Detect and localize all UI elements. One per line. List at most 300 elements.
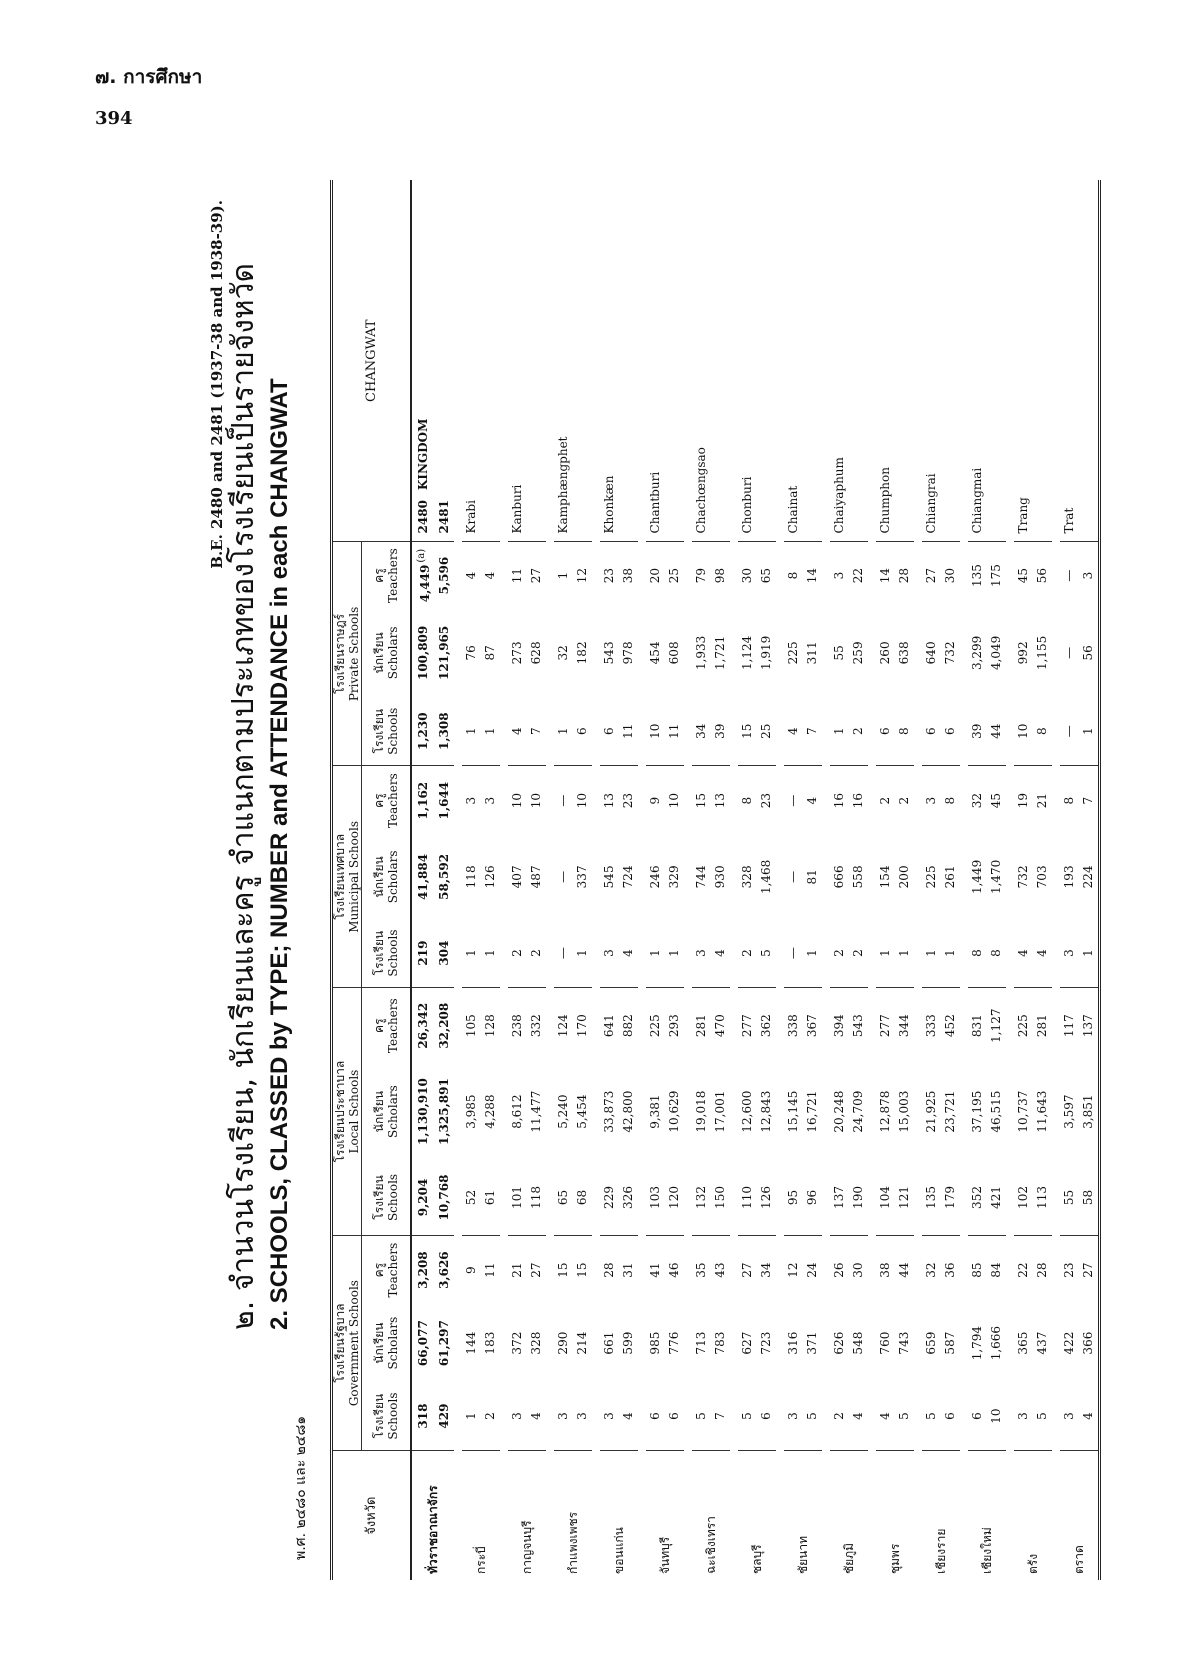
cell-value: 183 [483, 1331, 497, 1355]
cell-value: 15,003 [897, 1090, 911, 1133]
cell-value: 10,737 [1016, 1090, 1030, 1133]
cell-value: 638 [897, 641, 911, 665]
cell-value: 19,018 [694, 1090, 708, 1133]
cell-value: 10 [510, 793, 524, 809]
cell-value: 332 [529, 1014, 543, 1038]
cell-value: 12,843 [759, 1090, 773, 1133]
cell-value: 992 [1016, 641, 1030, 665]
cell-value: 744 [694, 865, 708, 889]
cell-value: 100,809 [416, 625, 430, 681]
cell-value: 1 [462, 919, 481, 988]
cell-value: 39 [968, 697, 987, 766]
row-spacer [960, 180, 968, 1580]
cell-value: 81 [805, 869, 819, 885]
cell-value: 1,308 [435, 697, 454, 766]
row-year: 2481 [437, 500, 451, 534]
row-name-en: Trang [1014, 180, 1033, 542]
cell-value: 7 [803, 697, 822, 766]
cell-value: 1 [830, 697, 849, 766]
table-row [646, 180, 665, 1580]
cell-value: 1,721 [713, 635, 727, 671]
cell-value: 328 [740, 865, 754, 889]
cell-value: 84 [989, 1262, 1003, 1278]
table-row [665, 180, 684, 1580]
cell-value: 28 [1035, 1262, 1049, 1278]
cell-value: 44 [897, 1262, 911, 1278]
table-row [600, 180, 619, 1580]
subheader-private-teachers: ครู Teachers [362, 542, 412, 609]
cell-value: 407 [510, 865, 524, 889]
cell-value: 362 [759, 1014, 773, 1038]
spacer-cell [730, 180, 738, 1580]
row-name-thai: จันทบุรี [657, 1536, 672, 1574]
cell-value: 930 [713, 865, 727, 889]
cell-value: 4,049 [989, 635, 1003, 671]
cell-value: 1 [1079, 919, 1100, 988]
cell-value: 776 [667, 1331, 681, 1355]
cell-value: 4 [1014, 919, 1033, 988]
row-name-thai: ตรัง [1025, 1553, 1040, 1574]
cell-value: 333 [924, 1014, 938, 1038]
cell-value: 8 [943, 796, 957, 805]
cell-value: 2 [738, 919, 757, 988]
cell-value: — [1062, 646, 1076, 659]
cell-value: 12 [786, 1262, 800, 1278]
cell-value: 3 [600, 1382, 619, 1451]
row-name-en [665, 180, 684, 542]
cell-value: 3 [600, 919, 619, 988]
cell-value: 45 [1016, 567, 1030, 584]
cell-value: 38 [621, 567, 635, 584]
cell-value: 27 [924, 567, 938, 584]
cell-value: 1 [573, 919, 592, 988]
cell-value: 32 [970, 793, 984, 809]
cell-value: 95 [784, 1160, 803, 1235]
row-name-thai: ชุมพร [887, 1543, 902, 1574]
cell-value: 4 [849, 1382, 868, 1451]
row-name-en [1033, 180, 1052, 542]
cell-value: 429 [435, 1382, 454, 1451]
table-row [738, 180, 757, 1580]
cell-value: 8 [786, 571, 800, 580]
cell-value: 4 [464, 571, 478, 580]
cell-value: 103 [646, 1160, 665, 1235]
cell-value: 6 [646, 1382, 665, 1451]
cell-value: 23 [759, 793, 773, 809]
cell-value: 1,933 [694, 635, 708, 671]
cell-value: 304 [435, 919, 454, 988]
cell-value: 11 [483, 1262, 497, 1278]
cell-value: 659 [924, 1331, 938, 1355]
cell-value: 66,077 [416, 1320, 430, 1367]
cell-value: 170 [575, 1014, 589, 1038]
row-name-en [895, 180, 914, 542]
row-spacer [822, 180, 830, 1580]
row-name-en [849, 180, 868, 542]
row-name-en [481, 180, 500, 542]
row-spacer [592, 180, 600, 1580]
cell-value: 337 [575, 865, 589, 889]
cell-value: 33,873 [602, 1090, 616, 1133]
cell-value: 422 [1062, 1331, 1076, 1355]
table-row [619, 180, 638, 1580]
cell-value: 1 [876, 919, 895, 988]
cell-value: 137 [1081, 1014, 1095, 1038]
row-name-en [573, 180, 592, 542]
table-row [411, 180, 435, 1580]
table-row [573, 180, 592, 1580]
cell-value: — [556, 870, 570, 883]
cell-value: 311 [805, 641, 819, 665]
cell-value: 1,124 [740, 635, 754, 671]
cell-value: — [786, 870, 800, 883]
row-name-thai: ขอนแก่น [611, 1527, 626, 1574]
cell-value: 14 [805, 567, 819, 584]
table-row [987, 180, 1006, 1580]
cell-value: 246 [648, 865, 662, 889]
cell-value: 326 [619, 1160, 638, 1235]
cell-value: 24 [805, 1262, 819, 1278]
cell-value: 10 [667, 793, 681, 809]
cell-value: 56 [1035, 567, 1049, 584]
spacer-cell [822, 180, 830, 1580]
row-spacer [776, 180, 784, 1580]
cell-value: 27 [740, 1262, 754, 1278]
cell-value: 978 [621, 641, 635, 665]
row-name-en: Chainat [784, 180, 803, 542]
cell-value: 23 [1062, 1262, 1076, 1278]
cell-value: 4 [805, 796, 819, 805]
cell-value: 2 [897, 796, 911, 805]
cell-value: 26,342 [416, 1002, 430, 1049]
cell-value: 118 [527, 1160, 546, 1235]
cell-value: 4 [527, 1382, 546, 1451]
cell-value: 5 [895, 1382, 914, 1451]
cell-value: 126 [483, 865, 497, 889]
cell-value: 30 [943, 567, 957, 584]
cell-value: 35 [694, 1262, 708, 1278]
row-name-en: Chiangmai [968, 180, 987, 542]
cell-value: 260 [878, 641, 892, 665]
row-name-en: Chonburi [738, 180, 757, 542]
cell-value: 367 [805, 1014, 819, 1038]
cell-value: 12,600 [740, 1090, 754, 1133]
cell-value: 225 [648, 1014, 662, 1038]
row-spacer [454, 180, 462, 1580]
note-marker: (a) [416, 548, 427, 563]
cell-value: 558 [851, 865, 865, 889]
cell-value: 102 [1014, 1160, 1033, 1235]
cell-value: 87 [483, 645, 497, 661]
cell-value: 9 [648, 796, 662, 805]
cell-value: 4 [876, 1382, 895, 1451]
cell-value: 487 [529, 865, 543, 889]
cell-value: 4,449$^{(a)}$ [416, 548, 432, 603]
table-row [784, 180, 803, 1580]
cell-value: 101 [508, 1160, 527, 1235]
cell-value: 56 [1081, 645, 1095, 661]
cell-value: 219 [411, 919, 435, 988]
cell-value: 6 [876, 697, 895, 766]
spacer-cell [638, 180, 646, 1580]
cell-value: — [556, 794, 570, 807]
table-row [1014, 180, 1033, 1580]
cell-value: 36 [943, 1262, 957, 1278]
row-spacer [730, 180, 738, 1580]
cell-value: 6 [941, 1382, 960, 1451]
cell-value: 21 [510, 1262, 524, 1278]
cell-value: 316 [786, 1331, 800, 1355]
period-thai: พ.ศ. ๒๔๘๐ และ ๒๔๘๑ [293, 1415, 309, 1560]
cell-value: 126 [757, 1160, 776, 1235]
row-name-en: Chantburi [646, 180, 665, 542]
table-title-thai: ๒. จำนวนโรงเรียน, นักเรียนและครู จำแนกตามประเภทของโรงเรียนเป็นรายจังหวัด [226, 263, 261, 1330]
cell-value: 46 [667, 1262, 681, 1278]
spacer-cell [914, 180, 922, 1580]
cell-value: 1,470 [989, 859, 1003, 895]
row-name-en [803, 180, 822, 542]
cell-value: 3 [508, 1382, 527, 1451]
cell-value: 6 [757, 1382, 776, 1451]
row-name-thai: เชียงใหม่ [979, 1527, 994, 1574]
cell-value: 34 [759, 1262, 773, 1278]
cell-value: 259 [851, 641, 865, 665]
cell-value: 9 [464, 1266, 478, 1274]
cell-value: 135 [922, 1160, 941, 1235]
cell-value: 6 [600, 697, 619, 766]
cell-value: 15,145 [786, 1090, 800, 1133]
cell-value: 9,381 [648, 1094, 662, 1129]
cell-value: 703 [1035, 865, 1049, 889]
cell-value: 23 [602, 567, 616, 584]
cell-value: 15 [694, 793, 708, 809]
row-name-thai: ตราด [1071, 1545, 1086, 1574]
cell-value: 76 [464, 645, 478, 661]
cell-value: 3 [464, 796, 478, 805]
cell-value: 65 [554, 1160, 573, 1235]
table-row [481, 180, 500, 1580]
table-row [1079, 180, 1100, 1580]
cell-value: 118 [464, 865, 478, 889]
cell-value: 4 [619, 1382, 638, 1451]
subheader-private-schools: โรงเรียน Schools [362, 697, 412, 766]
cell-value: 43 [713, 1262, 727, 1278]
cell-value: 37,195 [970, 1090, 984, 1133]
cell-value: 79 [694, 567, 708, 584]
cell-value: 3 [924, 796, 938, 805]
row-year: 2480 [416, 500, 430, 534]
cell-value: 7 [1081, 796, 1095, 805]
cell-value: 5,454 [575, 1094, 589, 1129]
row-name-en [619, 180, 638, 542]
cell-value: 85 [970, 1262, 984, 1278]
cell-value: 238 [510, 1014, 524, 1038]
cell-value: 105 [464, 1014, 478, 1038]
cell-value: 229 [600, 1160, 619, 1235]
cell-value: 11 [510, 567, 524, 584]
cell-value: 1 [646, 919, 665, 988]
cell-value: 10 [646, 697, 665, 766]
cell-value: 1 [556, 571, 570, 580]
spacer-cell [868, 180, 876, 1580]
row-name-en: Kamphængphet [554, 180, 573, 542]
cell-value: 2 [849, 919, 868, 988]
cell-value: 338 [786, 1014, 800, 1038]
row-spacer [1006, 180, 1014, 1580]
table-row [554, 180, 573, 1580]
cell-value: 273 [510, 641, 524, 665]
cell-value: 352 [968, 1160, 987, 1235]
cell-value: 5 [922, 1382, 941, 1451]
cell-value: 30 [740, 567, 754, 584]
cell-value: 38 [878, 1262, 892, 1278]
row-name-thai: ชลบุรี [749, 1544, 764, 1574]
cell-value: 587 [943, 1331, 957, 1355]
cell-value: 985 [648, 1331, 662, 1355]
cell-value: 28 [897, 567, 911, 584]
subheader-local-scholars: นักเรียน Scholars [362, 1063, 412, 1160]
cell-value: 9,204 [411, 1160, 435, 1235]
cell-value: 543 [602, 641, 616, 665]
cell-value: 2 [878, 796, 892, 805]
cell-value: 193 [1062, 865, 1076, 889]
spacer-cell [684, 180, 692, 1580]
cell-value: 626 [832, 1331, 846, 1355]
cell-value: 1,130,910 [416, 1078, 430, 1145]
header-changwat-thai: จังหวัด [332, 1451, 412, 1580]
cell-value: 1,325,891 [437, 1078, 451, 1145]
cell-value: 17,001 [713, 1090, 727, 1133]
spacer-cell [500, 180, 508, 1580]
cell-value: 120 [665, 1160, 684, 1235]
row-name-en [987, 180, 1006, 542]
cell-value: 4 [619, 919, 638, 988]
cell-value: 8 [1062, 796, 1076, 805]
cell-value: 44 [987, 697, 1006, 766]
cell-value: 641 [602, 1014, 616, 1038]
cell-value: 627 [740, 1331, 754, 1355]
cell-value: 2 [849, 697, 868, 766]
cell-value: 225 [786, 641, 800, 665]
cell-value: 4 [784, 697, 803, 766]
cell-value: 5 [757, 919, 776, 988]
schools-table [330, 180, 1101, 1580]
cell-value: 182 [575, 641, 589, 665]
row-name-en [757, 180, 776, 542]
cell-value: 1,794 [970, 1325, 984, 1361]
cell-value: 12 [575, 567, 589, 584]
cell-value: 732 [943, 641, 957, 665]
cell-value: 144 [464, 1331, 478, 1355]
row-spacer [914, 180, 922, 1580]
cell-value: 452 [943, 1014, 957, 1038]
cell-value: 11,643 [1035, 1090, 1049, 1133]
cell-value: 6 [968, 1382, 987, 1451]
cell-value: 1,644 [437, 781, 451, 820]
cell-value: 599 [621, 1331, 635, 1355]
cell-value: 58,592 [437, 853, 451, 900]
header-changwat-en: CHANGWAT [332, 180, 412, 542]
cell-value: 225 [1016, 1014, 1030, 1038]
cell-value: 104 [876, 1160, 895, 1235]
spacer-cell [1052, 180, 1060, 1580]
cell-value: 22 [851, 567, 865, 584]
spacer-cell [592, 180, 600, 1580]
cell-value: 329 [667, 865, 681, 889]
cell-value: 783 [713, 1331, 727, 1355]
cell-value: 831 [970, 1014, 984, 1038]
cell-value: 5 [1033, 1382, 1052, 1451]
cell-value: 25 [757, 697, 776, 766]
row-name-thai: ชัยภูมิ [841, 1543, 856, 1574]
cell-value: — [784, 919, 803, 988]
cell-value: 281 [694, 1014, 708, 1038]
cell-value: 7 [527, 697, 546, 766]
cell-value: 2 [508, 919, 527, 988]
cell-value: 5 [692, 1382, 711, 1451]
cell-value: 661 [602, 1331, 616, 1355]
row-name-en: Chaiyaphum [830, 180, 849, 542]
cell-value: 8 [740, 796, 754, 805]
cell-value: 290 [556, 1331, 570, 1355]
cell-value: 328 [529, 1331, 543, 1355]
row-spacer [500, 180, 508, 1580]
table-row [692, 180, 711, 1580]
table-row [435, 180, 454, 1580]
cell-value: 628 [529, 641, 543, 665]
cell-value: 3 [1081, 571, 1095, 580]
table-row [757, 180, 776, 1580]
cell-value: 3,597 [1062, 1094, 1076, 1129]
cell-value: 8 [895, 697, 914, 766]
cell-value: 3 [832, 571, 846, 580]
table-row [830, 180, 849, 1580]
cell-value: 5 [803, 1382, 822, 1451]
cell-value: — [554, 919, 573, 988]
cell-value: 42,800 [621, 1090, 635, 1133]
cell-value: 318 [411, 1382, 435, 1451]
cell-value: 1,468 [759, 859, 773, 895]
row-name-en [941, 180, 960, 542]
cell-value: 760 [878, 1331, 892, 1355]
cell-value: 200 [897, 865, 911, 889]
table-row [508, 180, 527, 1580]
row-spacer [684, 180, 692, 1580]
cell-value: 4 [1079, 1382, 1100, 1451]
row-name-thai: กำแพงเพชร [565, 1511, 580, 1574]
cell-value: 372 [510, 1331, 524, 1355]
cell-value: 11 [619, 697, 638, 766]
cell-value: 365 [1016, 1331, 1030, 1355]
row-name-en [411, 180, 435, 542]
cell-value: 1 [941, 919, 960, 988]
spacer-cell [960, 180, 968, 1580]
cell-value: 8,612 [510, 1094, 524, 1129]
cell-value: 39 [711, 697, 730, 766]
cell-value: 20 [648, 567, 662, 584]
cell-value: 10 [529, 793, 543, 809]
cell-value: 394 [832, 1014, 846, 1038]
cell-value: 3,208 [416, 1251, 430, 1289]
cell-value: 261 [943, 865, 957, 889]
cell-value: 13 [602, 793, 616, 809]
subheader-municipal-schools: โรงเรียน Schools [362, 919, 412, 988]
cell-value: 128 [483, 1014, 497, 1038]
cell-value: 224 [1081, 865, 1095, 889]
cell-value: 21 [1035, 793, 1049, 809]
cell-value: 1 [462, 697, 481, 766]
period-english: B.E. 2480 and 2481 (1937-38 and 1938-39). [208, 200, 226, 569]
